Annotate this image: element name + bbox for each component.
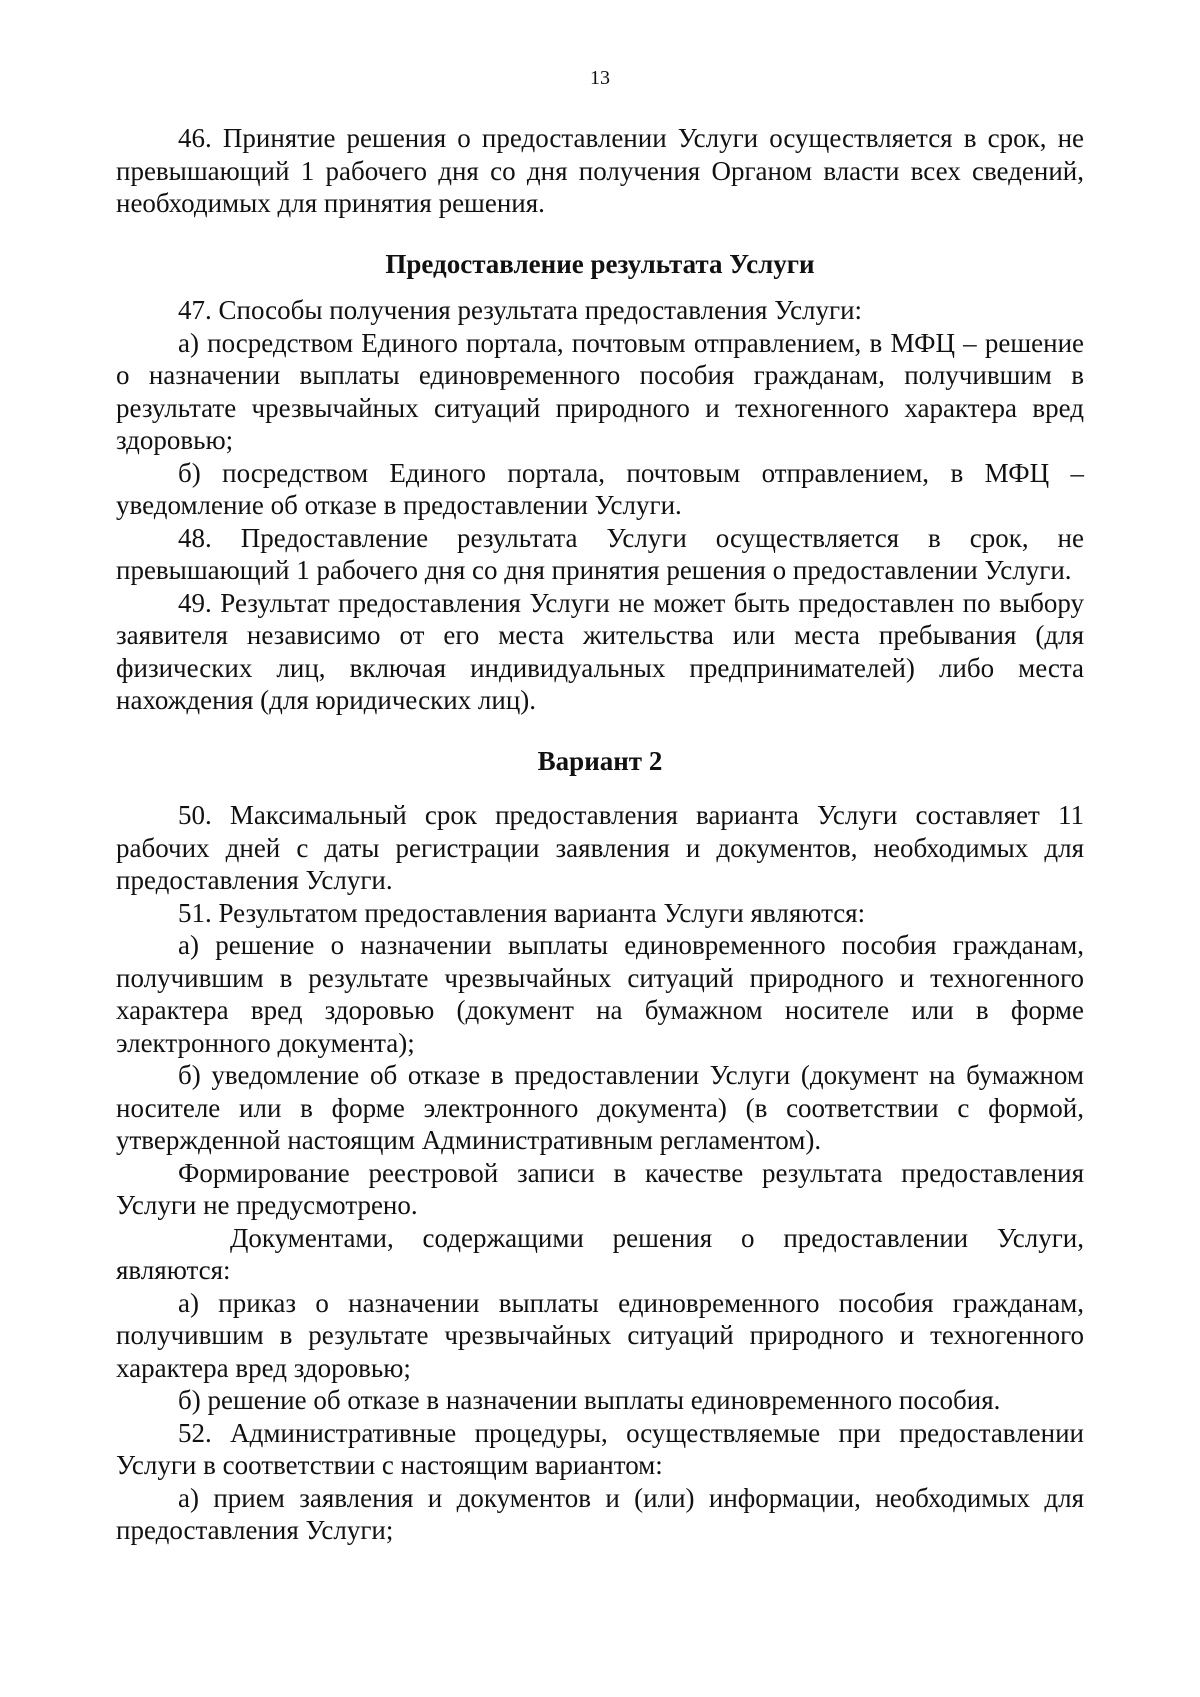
paragraph-50: 50. Максимальный срок предоставления варианта Услуги составляет 11 рабочих дней с даты регистрации заявления и документов, необходимых для предоставления Услуги. xyxy=(116,800,1084,895)
paragraph-registry-record: Формирование реестровой записи в качестве результата предоставления Услуги не предусмотрено. xyxy=(116,1157,1084,1220)
paragraph-48: 48. Предоставление результата Услуги осуществляется в срок, не превышающий 1 рабочего дня со дня принятия решения о предоставлении Услуги. xyxy=(116,522,1084,585)
document-body xyxy=(116,122,1084,1547)
paragraph-46: 46. Принятие решения о предоставлении Услуги осуществляется в срок, не превышающий 1 рабочего дня со дня получения Органом власти всех сведений, необходимых для принятия решения. xyxy=(116,123,1084,218)
paragraph-49: 49. Результат предоставления Услуги не может быть предоставлен по выбору заявителя независимо от его места жительства или места пребывания (для физических лиц, включая индивидуальных предпринимателей) либо места нахождения (для юридических лиц). xyxy=(116,587,1084,715)
paragraph-47: 47. Способы получения результата предоставления Услуги: xyxy=(178,295,863,325)
section-heading-variant-2: Вариант 2 xyxy=(537,745,663,776)
paragraph-47-b: б) посредством Единого портала, почтовым отправлением, в МФЦ – уведомление об отказе в предоставлении Услуги. xyxy=(116,457,1084,520)
paragraph-51: 51. Результатом предоставления варианта Услуги являются: xyxy=(178,897,866,928)
paragraph-47-a: а) посредством Единого портала, почтовым отправлением, в МФЦ – решение о назначении выплаты единовременного пособия гражданам, получившим в результате чрезвычайных ситуаций природного и техногенного характера вред здоровью; xyxy=(116,327,1084,455)
page-number: 13 xyxy=(590,67,610,89)
paragraph-52: 52. Административные процедуры, осуществляемые при предоставлении Услуги в соответствии с настоящим вариантом: xyxy=(116,1417,1084,1480)
paragraph-51-a: а) решение о назначении выплаты единовременного пособия гражданам, получившим в результате чрезвычайных ситуаций природного и техногенного характера вред здоровью (документ на бумажном носителе или в форме электронного документа); xyxy=(116,930,1084,1058)
paragraph-52-a: а) прием заявления и документов и (или) информации, необходимых для предоставления Услуги; xyxy=(116,1482,1084,1545)
paragraph-decision-b: б) решение об отказе в назначении выплаты единовременного пособия. xyxy=(178,1385,1001,1415)
paragraph-decision-a: а) приказ о назначении выплаты единовременного пособия гражданам, получившим в результате чрезвычайных ситуаций природного и техногенного характера вред здоровью; xyxy=(116,1287,1084,1383)
paragraph-decision-documents: Документами, содержащими решения о предоставлении Услуги, являются: xyxy=(116,1222,1084,1285)
section-heading-result: Предоставление результата Услуги xyxy=(385,248,815,279)
paragraph-51-b: б) уведомление об отказе в предоставлении Услуги (документ на бумажном носителе или в форме электронного документа) (в соответствии с формой, утвержденной настоящим Административным регламентом). xyxy=(116,1060,1084,1155)
